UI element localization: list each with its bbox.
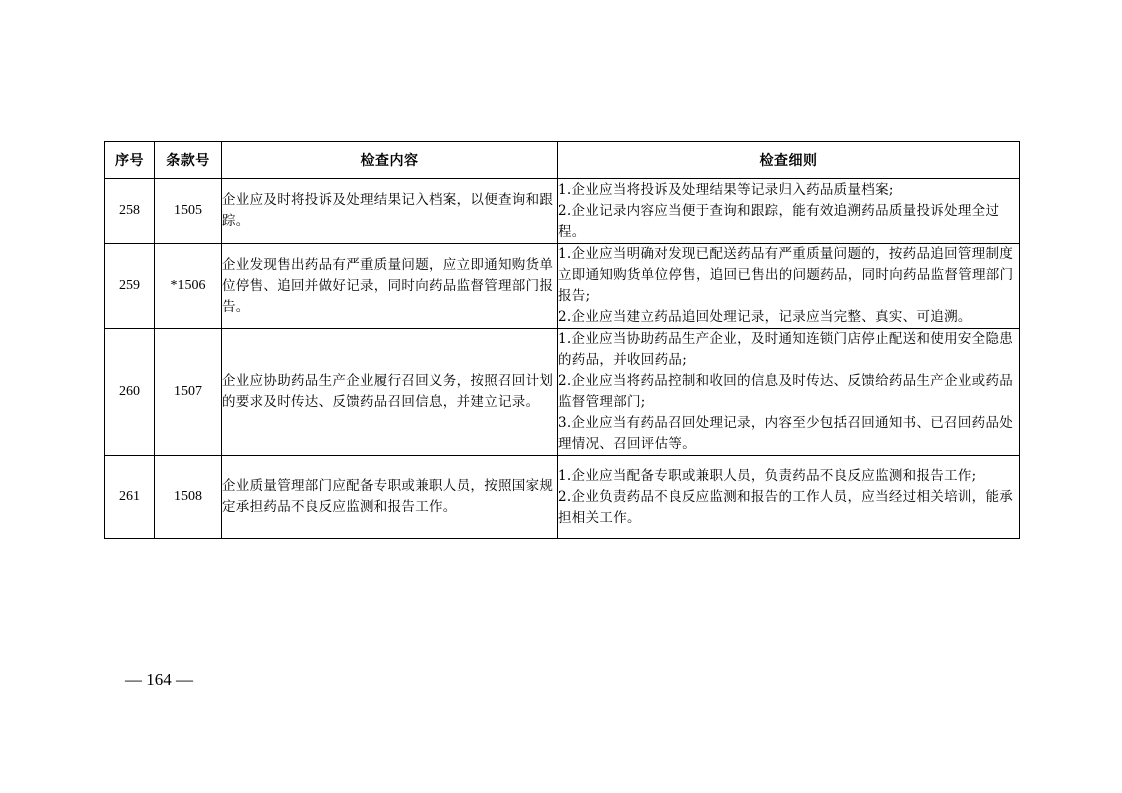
detail-line: 1.企业应当配备专职或兼职人员，负责药品不良反应监测和报告工作; [558,467,977,484]
row-clause: *1506 [155,244,222,329]
row-clause: 1508 [155,456,222,539]
row-detail [558,179,1020,244]
row-detail [558,456,1020,539]
table-row [105,244,1020,329]
row-content: 企业质量管理部门应配备专职或兼职人员，按照国家规定承担药品不良反应监测和报告工作。 [222,456,558,539]
page-number: — 164 — [125,670,193,689]
detail-line: 2.企业应当建立药品追回处理记录，记录应当完整、真实、可追溯。 [558,309,972,325]
detail-line: 1.企业应当协助药品生产企业，及时通知连锁门店停止配送和使用安全隐患的药品，并收回药品; [558,331,1014,368]
detail-line: 2.企业负责药品不良反应监测和报告的工作人员，应当经过相关培训，能承担相关工作。 [558,488,1014,526]
row-seq: 258 [105,179,155,244]
header-content: 检查内容 [222,142,558,179]
row-seq: 261 [105,456,155,539]
row-content: 企业发现售出药品有严重质量问题，应立即通知购货单位停售、追回并做好记录，同时向药品监督管理部门报告。 [222,244,558,329]
header-seq: 序号 [105,142,155,179]
row-content: 企业应及时将投诉及处理结果记入档案，以便查询和跟踪。 [222,179,558,244]
detail-line: 2.企业记录内容应当便于查询和跟踪，能有效追溯药品质量投诉处理全过程。 [558,202,1000,240]
row-seq: 260 [105,329,155,456]
inspection-table [104,141,1020,539]
table-row [105,329,1020,456]
table-row [105,456,1020,539]
table-header-row [105,142,1020,179]
detail-line: 1.企业应当将投诉及处理结果等记录归入药品质量档案; [558,181,894,198]
row-clause: 1507 [155,329,222,456]
header-detail: 检查细则 [558,142,1020,179]
detail-line: 3.企业应当有药品召回处理记录，内容至少包括召回通知书、已召回药品处理情况、召回评估等。 [558,415,1014,452]
detail-line: 2.企业应当将药品控制和收回的信息及时传达、反馈给药品生产企业或药品监督管理部门; [558,373,1014,410]
row-clause: 1505 [155,179,222,244]
row-detail [558,244,1020,329]
row-detail [558,329,1020,456]
row-content: 企业应协助药品生产企业履行召回义务，按照召回计划的要求及时传达、反馈药品召回信息，并建立记录。 [222,329,558,456]
header-clause: 条款号 [155,142,222,179]
table-row [105,179,1020,244]
detail-line: 1.企业应当明确对发现已配送药品有严重质量问题的，按药品追回管理制度立即通知购货单位停售，追回已售出的问题药品，同时向药品监督管理部门报告; [558,246,1014,304]
row-seq: 259 [105,244,155,329]
